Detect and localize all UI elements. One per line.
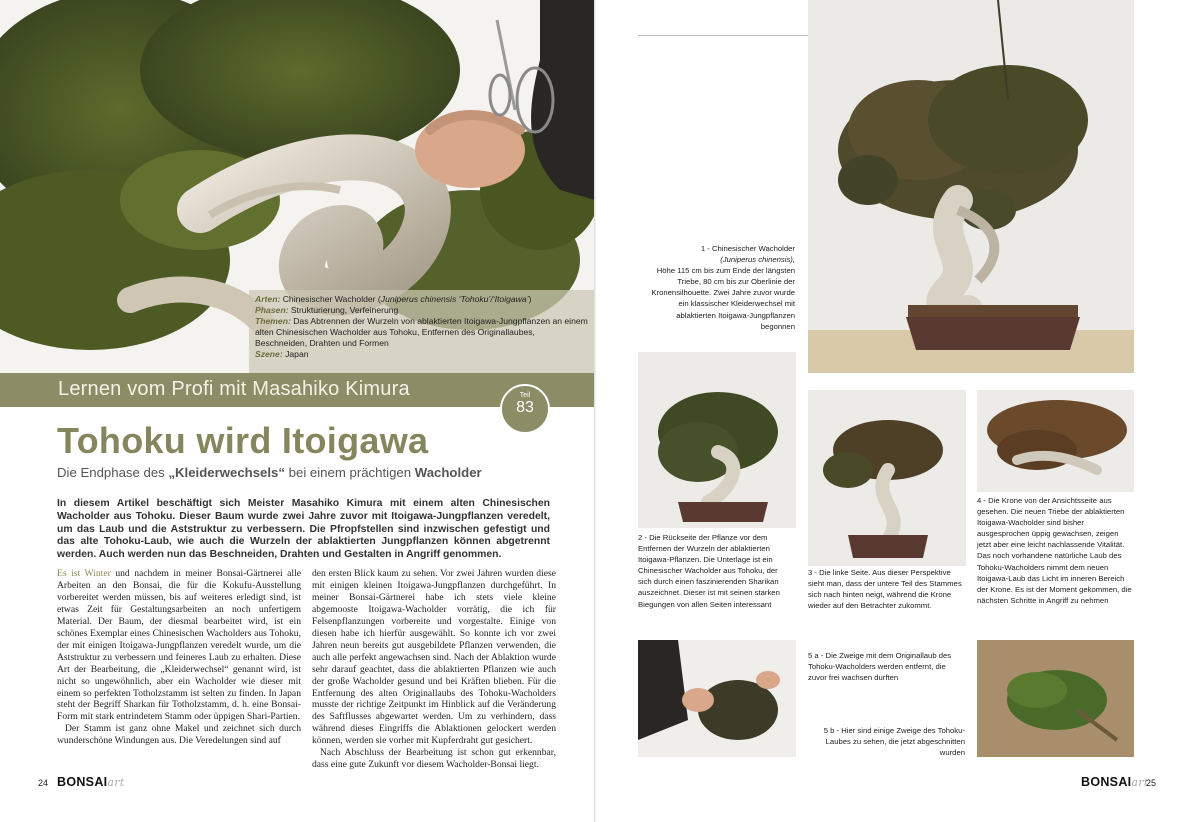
cut-branches-image (977, 640, 1134, 757)
brand-logo-right (1081, 775, 1149, 789)
photo-2-bonsai-back (638, 352, 796, 528)
info-themen-value: Das Abtrennen der Wurzeln von ablaktierten Itoigawa-Jungpflanzen an einem alten Chinesischen Wacholder aus Tohoku, Entfernen des Originallaubes, Beschneiden, Drahten und Formen (255, 315, 588, 348)
caption-5b: 5 b - Hier sind einige Zweige des Tohoku-Laubes zu sehen, die jetzt abgeschnitten wurden (823, 726, 965, 758)
brand-art: art (1131, 776, 1149, 789)
info-art-value-post: ) (528, 294, 532, 304)
info-art-value-italic: Juniperus chinensis ‘Tohoku’/‘Itoigawa’ (380, 294, 529, 304)
article-subhead (57, 465, 482, 480)
caption-1 (640, 243, 795, 332)
info-art-value-pre: Chinesischer Wacholder ( (282, 294, 381, 304)
subhead-pre: Die Endphase des (57, 465, 169, 480)
caption-1-line2: (Juniperus chinensis), (720, 255, 795, 265)
removing-foliage-image (638, 640, 796, 757)
part-label: Teil (519, 392, 531, 399)
bonsai-left-image (808, 390, 966, 566)
subhead-bold: „Kleiderwechsels“ (168, 465, 285, 480)
photo-1-bonsai-front (808, 0, 1134, 373)
article-headline: Tohoku wird Itoigawa (57, 420, 429, 461)
paragraph-text: und nachdem in meiner Bonsai-Gärtnerei alle Arbeiten an den Bonsai, die für die Kokufu-Ausstellung vorbereitet werden müssen, bis auf weiteres erledigt sind, ist etwas Zeit für Gestaltungsarbeiten an noch unfertigem Material. Der Baum, der diesmal bearbeitet wird, ist ein schönes Exemplar eines Chinesischen Wacholders aus Tohoku, der mit einigen Itoigawa-Jungpflanzen veredelt wurde, um die Aststruktur zu verbessern und feineres Laub zu erhalten. Diese Art der Bearbeitung, die „Kleiderwechsel“ genannt wird, ist nicht so ungewöhnlich, aber ein Wacholder wie dieser mit einem so perfekten Totholzstamm ist selten zu finden. In Japan steht der Begriff Sharkan für Totholzstamm, d. h. eine Bonsai-Form mit stark entrindetem Stamm oder üppigen Shari-Partien. (57, 568, 301, 723)
brand-logo-left (57, 775, 125, 789)
info-phasen-label: Phasen: (255, 304, 289, 315)
caption-1-line1: 1 - Chinesischer Wacholder (700, 244, 795, 253)
body-column-1 (57, 568, 301, 747)
bonsai-back-image (638, 352, 796, 528)
body-paragraph: den ersten Blick kaum zu sehen. Vor zwei Jahren wurden diese mit einigen kleinen Itoigawa-Jungpflanzen durchgeführt. In meiner Bonsai-Gärtnerei habe ich stets viele kleine abgemooste Itoigawa-Wacholder vorrätig, die ich für Felsenpflanzungen vorbereite und vorgestalte. Einige von diesen habe ich hierfür ausgewählt. So konnte ich vor zwei Jahren neun bereits gut ausgebildete Pflanzen verwenden, die auch alle perfekt angewachsen sind. Nach der Ablaktion wurde sehr darauf geachtet, dass die ablaktierten Pflanzen wie auch der große Wacholder gesund und bei Kräften blieben. Für die Entfernung des alten Originallaubs des Tohoku-Wacholders musste der richtige Zeitpunkt im Hinblick auf die Veränderung des Saftflusses abgewartet werden. Um zu verhindern, dass während dieses Eingriffs die Ablaktionen gelockert werden können, werden sie vorher mit Kupferdraht gut gesichert. (312, 568, 556, 747)
caption-5a: 5 a - Die Zweige mit dem Originallaub des Tohoku-Wacholders werden entfernt, die zuvor frei wachsen durften (808, 651, 952, 683)
photo-5b-cut-branches (977, 640, 1134, 757)
photo-5a-removing-foliage (638, 640, 796, 757)
caption-4: 4 - Die Krone von der Ansichtsseite aus gesehen. Die neuen Triebe der ablaktierten Itoigawa-Wacholder sind bisher ausgesprochen üppig gewachsen, zeigen jetzt aber eine leicht nachlassende Vitalität. Das noch vorhandene natürliche Laub des Tohoku-Wacholders nimmt dem neuen Itoigawa-Laub das Licht im inneren Bereich der Krone. Es ist der Moment gekommen, die nächsten Schritte in Angriff zu nehmen (977, 496, 1132, 605)
top-rule (638, 35, 808, 36)
subhead-mid: bei einem prächtigen (284, 465, 415, 480)
brand-art: art (107, 776, 125, 789)
article-info-box (249, 290, 595, 373)
left-page (0, 0, 595, 822)
info-szene-value: Japan (285, 348, 309, 359)
photo-3-bonsai-left (808, 390, 966, 566)
part-number-badge (500, 384, 550, 434)
part-number: 83 (516, 399, 534, 416)
subhead-bold2: Wacholder (414, 465, 482, 480)
caption-2: 2 - Die Rückseite der Pflanze vor dem Entfernen der Wurzeln der ablaktierten Itoigawa-Pflanzen. Die Unterlage ist ein Chinesischer Wacholder aus Tohoku, der sich durch einen faszinierenden Sharikan auszeichnet. Dieser ist mit seinen starken Biegungen von allen Seiten interessant (638, 533, 780, 609)
brand-name: BONSAI (57, 775, 108, 789)
photo-4-crown (977, 390, 1134, 492)
page-number-left: 24 (38, 778, 49, 788)
info-szene-label: Szene: (255, 348, 283, 359)
article-intro: In diesem Artikel beschäftigt sich Meister Masahiko Kimura mit einem alten Chinesischen Wacholder aus Tohoku. Dieser Baum wurde zwei Jahre zuvor mit Itoigawa-Jungpflanzen veredelt, um das Laub und die Aststruktur zu verbessern. Die Pfropfstellen sind inzwischen gefestigt und das alte Tohoku-Laub, wie auch die Wurzeln der ablaktierten Jungpflanzen können abgetrennt werden. Auch werden nun das Beschneiden, Drahten und Gestalten in Angriff genommen. (57, 498, 550, 561)
body-column-2 (312, 568, 556, 771)
crown-image (977, 390, 1134, 492)
body-paragraph (57, 568, 301, 723)
body-paragraph: Nach Abschluss der Bearbeitung ist schon gut erkennbar, dass eine gute Zukunft vor diesem Wacholder-Bonsai liegt. (312, 747, 556, 771)
caption-3: 3 - Die linke Seite. Aus dieser Perspektive sieht man, dass der untere Teil des Stammes sich nach hinten neigt, während die Krone wieder auf den Betrachter zukommt. (808, 568, 962, 611)
body-paragraph: Der Stamm ist ganz ohne Makel und zeichnet sich durch wunderschöne Windungen aus. Die Veredelungen sind auf (57, 723, 301, 747)
series-title: Lernen vom Profi mit Masahiko Kimura (58, 378, 410, 400)
bonsai-front-image (808, 0, 1134, 373)
page-number-right: 25 (1146, 778, 1157, 788)
caption-1-rest: Höhe 115 cm bis zum Ende der längsten Triebe, 80 cm bis zur Oberlinie der Kronensilhouette. Zwei Jahre zuvor wurde ein klassischer Kleiderwechsel mit ablaktierten Itoigawa-Jungpflanzen begonnen (651, 266, 795, 331)
hero-photo (0, 0, 595, 373)
brand-name: BONSAI (1081, 775, 1132, 789)
info-art-label: Arten: (255, 294, 281, 304)
lead-in: Es ist Winter (57, 568, 111, 579)
info-phasen-value: Strukturierung, Verfeinerung (290, 304, 399, 315)
info-themen-label: Themen: (255, 315, 291, 326)
